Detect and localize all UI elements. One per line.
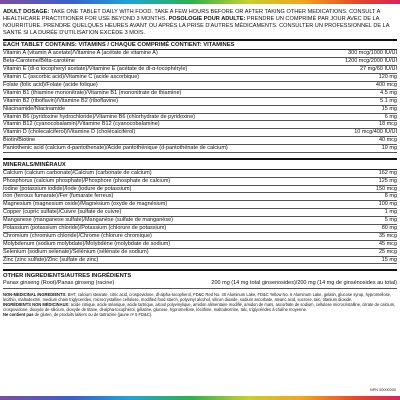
table-row [3, 106, 397, 114]
ingredient-name: Calcium (calcium carbonate)/Calcium (carbonate de calcium) [3, 169, 152, 176]
ingredient-amount: 27 mg/60 IU/UI [360, 66, 397, 73]
ingredient-amount: 10 mcg/400 IU/UI [354, 129, 397, 136]
ingredient-amount: 25 mcg [378, 248, 397, 255]
table-row [3, 225, 397, 233]
table-row [3, 90, 397, 98]
ingredient-name: Pantothenic acid (calcium d-pantothenate)/Acide pantothénique (d-pantothénate de calcium) [3, 145, 228, 152]
vitamins-table [3, 50, 397, 153]
section-divider [3, 39, 397, 41]
adult-dosage-text: TAKE ONE TABLET DAILY WITH FOOD. TAKE A FEW HOURS BEFORE OR AFTER TAKING OTHER MEDICATIONS. CONSULT A HEALTHCARE PRACTITIONER FOR USE BEYOND 3 MONTHS. [3, 9, 381, 22]
table-row [3, 186, 397, 194]
table-row [3, 98, 397, 106]
ingredient-amount: 4.5 mg [380, 89, 397, 96]
table-row [3, 145, 397, 153]
ingredient-name: Molybdenum (sodium molybdate)/Molybdène (molybdate de sodium) [3, 240, 171, 247]
ingredient-amount: 6 mg [384, 113, 397, 120]
table-row [3, 241, 397, 249]
table-row [3, 137, 397, 145]
ingredient-amount: 5 mg [384, 217, 397, 224]
ingredient-name: Chromium (chromium chloride)/Chrome (chlorure chromique) [3, 232, 152, 239]
ingredient-amount: 100 mg [378, 201, 397, 208]
ingredient-amount: 400 mcg [375, 81, 397, 88]
ingredient-amount: 8 mg [384, 193, 397, 200]
ingredient-name: Potassium (potassium chloride)/Potassium (chlorure de potassium) [3, 225, 167, 231]
ingredient-amount: 18 mcg [378, 121, 397, 128]
ingredient-name: Panax ginseng (Root)/Panax ginseng (racine) [3, 280, 115, 287]
table-row [3, 193, 397, 201]
ingredient-name: Beta-Carotene/Bêta-carotène [3, 58, 75, 65]
minerals-table [3, 170, 397, 265]
adult-dosage-label: ADULT DOSAGE: [3, 9, 50, 15]
ingredient-name: Iodine (potassium iodide)/Iode (iodure de potassium) [3, 185, 132, 192]
minerals-header: MINERALS/MINÉRAUX [3, 161, 66, 168]
section-divider [3, 269, 397, 271]
table-row [3, 257, 397, 265]
ingredient-amount: 45 mcg [378, 240, 397, 247]
adult-dosage-block [3, 9, 397, 37]
ingredient-name: Vitamin B2 (riboflavin)/Vitamine B2 (riboflavine) [3, 97, 119, 104]
table-row [3, 66, 397, 74]
table-row [3, 74, 397, 82]
ingredient-name: Vitamin B1 (thiamine mononitrate)/Vitamine B1 (mononitrate de thiamine) [3, 89, 182, 96]
ingredient-amount: 15 mg [381, 256, 397, 263]
table-row [3, 129, 397, 137]
table-row [3, 201, 397, 209]
ingredient-name: Iron (ferrous fumarate)/Fer (fumarate ferreux) [3, 193, 114, 200]
ingredient-name: Phosphorus (calcium phosphate)/Phosphore (phosphate de calcium) [3, 177, 171, 184]
vitamins-header: EACH TABLET CONTAINS: VITAMINS / CHAQUE COMPRIMÉ CONTIENT: VITAMINES [3, 42, 235, 49]
table-row [3, 50, 397, 58]
ingredient-name: Magnesium (magnesium oxide)/Magnésium (oxyde de magnésium) [3, 201, 168, 208]
ingredient-name: Vitamin A (vitamin A acetate)/Vitamine A (acétate de vitamine A) [3, 50, 158, 57]
posologie-label: POSOLOGIE POUR ADULTE: [168, 15, 246, 22]
table-row [3, 217, 397, 225]
ingredient-amount: 15 mg [381, 105, 397, 112]
ingredient-name: Niacinamide/Niacinamide [3, 105, 66, 112]
ingredient-amount: 10 mg [381, 145, 397, 152]
table-row [3, 233, 397, 241]
non-medicinal-ingredients [3, 292, 397, 317]
table-row [3, 178, 397, 186]
ingredient-name: Folate (folic acid)/Folate (acide folique) [3, 81, 98, 88]
section-divider [3, 158, 397, 160]
non-medicinal-fr-label: INGRÉDIENTS NON MÉDICINAUX: [3, 301, 70, 307]
label-panel [3, 9, 397, 317]
ingredient-name: Selenium (sodium selenate)/Sélénium (sélénate de sodium) [3, 248, 149, 255]
ingredient-amount: 120 mg [378, 74, 397, 81]
contains-none-label: Ne contient pas [3, 312, 34, 317]
table-row [3, 170, 397, 178]
table-row [3, 209, 397, 217]
ingredient-amount: 80 mg [381, 225, 397, 231]
ingredient-amount: 5.1 mg [380, 97, 397, 104]
non-medicinal-fr-text: acide citrique, acide stéarique, acide tartrique, alcool polyvinylique, amidon alimentaire modifié, amidon de maïs, ascorbate de sodium, cellulose microcristalline, citrate de calcium, crospovidone, dioxyde de silicium, dioxyde de titane, dl-alpha-tocophérol, gélatine, glucose, hypromellose, lécithine, maltodextrine, talc, triglycérides à chaîne moyenne. [3, 301, 396, 312]
table-row [3, 82, 397, 90]
ingredient-amount: 200 mg (14 mg total ginsenosides)/200 mg (14 mg de ginsénosides au total) [211, 280, 397, 287]
ingredient-name: Vitamin D (cholecalciferol)/Vitamine D (cholécalciférol) [3, 129, 136, 136]
table-row [3, 121, 397, 129]
rainbow-bottom-stripe [0, 396, 400, 400]
posologie-text: PRENDRE UN COMPRIMÉ PAR JOUR AVEC DE LA NOURRITURE. PRENDRE QUELQUES HEURES AVANT OU APRÈS LA PRISE D'AUTRES MÉDICAMENTS. CONSULTER UN PROFESSIONNEL DE LA SANTÉ SI LA DURÉE D'UTILISATION EXCÈDE 3 MOIS. [3, 15, 390, 36]
table-row [3, 280, 397, 288]
rainbow-top-stripe [0, 0, 400, 4]
ingredient-amount: 162 mg [378, 169, 397, 176]
ingredient-name: Copper (cupric sulfate)/Cuivre (sulfate de cuivre) [3, 209, 122, 216]
npn-number: NPN 00000000 [370, 388, 396, 392]
ingredient-name: Vitamin C (ascorbic acid)/Vitamine C (acide ascorbique) [3, 74, 140, 81]
ingredient-name: Vitamin B6 (pyridoxine hydrochloride)/Vitamine B6 (chlorhydrate de pyridoxine) [3, 113, 196, 120]
non-medicinal-text: BHT, calcium stearate, citric acid, crospovidone, dl-alpha-tocopherol, FD&C Red No. 40 Aluminum Lake, FD&C Yellow No. 6 Aluminum Lake, gelatin, glucose syrup, hypromellose, lecithin, maltodextrin, medium chain triglycerides, microcrystalline cellulose, modified food starch, polyvinyl alcohol, silicon dioxide, sodium ascorbate, stearic acid, sucrose, talc, titanium dioxide. [3, 291, 392, 302]
ingredient-amount: 125 mg [378, 177, 397, 184]
ingredient-amount: 1 mg [384, 209, 397, 216]
table-row [3, 249, 397, 257]
ingredient-name: Biotin/Biotine [3, 137, 36, 144]
ingredient-amount: 40 mcg [378, 137, 397, 144]
ingredient-name: Manganese (manganese sulfate)/Manganèse (sulfate de manganèse) [3, 217, 173, 224]
non-medicinal-label: NON-MEDICINAL INGREDIENTS: [3, 291, 67, 297]
table-row [3, 58, 397, 66]
ingredient-name: Zinc (zinc sulfate)/Zinc (sulfate de zinc) [3, 256, 99, 263]
ingredient-amount: 150 mcg [375, 185, 397, 192]
ingredient-name: Vitamin B12 (cyanocobalamin)/Vitamine B12 (cyanocobalamine) [3, 121, 160, 128]
table-row [3, 114, 397, 122]
ingredient-amount: 1200 mcg/2000 IU/UI [345, 58, 397, 65]
ingredient-amount: 35 mcg [378, 232, 397, 239]
ingredient-name: Vitamin E (dl-α tocopheryl acetate)/Vitamine E (acétate de dl-α-tocophéryle) [3, 66, 188, 73]
other-ingredients-header: OTHER INGREDIENTS/AUTRES INGRÉDIENTS [3, 273, 132, 280]
ingredient-amount: 300 mcg/1000 IU/UI [348, 50, 397, 57]
contains-none-text: de gluten, de produits laitiers ou de tartrazine (jaune nº 5 FD&C). [34, 312, 153, 317]
